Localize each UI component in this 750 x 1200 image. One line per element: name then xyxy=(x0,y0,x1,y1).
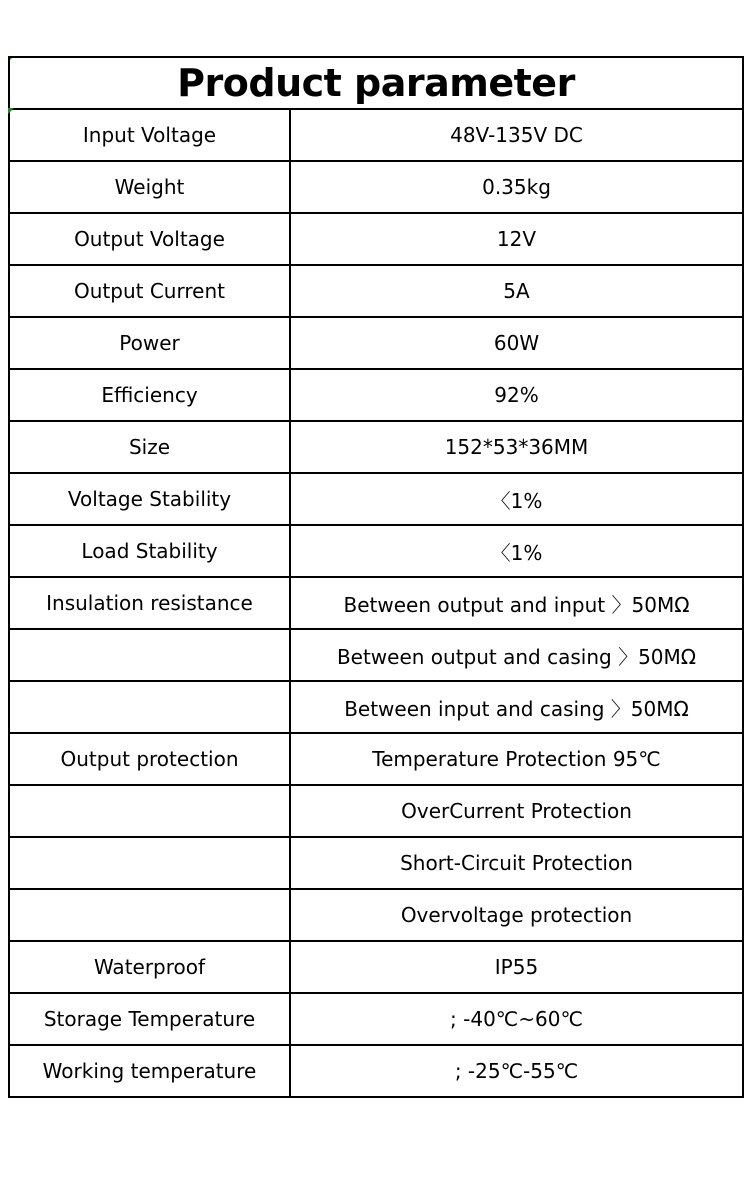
table-row xyxy=(10,734,742,786)
row-label: Output protection xyxy=(10,734,291,784)
table-row xyxy=(10,162,742,214)
table-row xyxy=(10,786,742,838)
table-row xyxy=(10,1046,742,1096)
row-label: Voltage Stability xyxy=(10,474,291,524)
row-label xyxy=(10,682,291,732)
row-value: 〈1% xyxy=(490,488,543,513)
row-label: Storage Temperature xyxy=(10,994,291,1044)
row-value: Between output and casing 〉50MΩ xyxy=(336,644,697,669)
table-row xyxy=(10,578,742,630)
table-row xyxy=(10,422,742,474)
row-value: 5A xyxy=(503,279,530,303)
row-label: Waterproof xyxy=(10,942,291,992)
row-label: Insulation resistance xyxy=(10,578,291,628)
row-value: ; -40℃~60℃ xyxy=(450,1007,583,1031)
table-row xyxy=(10,890,742,942)
row-value: Between input and casing 〉50MΩ xyxy=(344,696,689,721)
row-value: ; -25℃-55℃ xyxy=(454,1059,579,1083)
table-row xyxy=(10,838,742,890)
row-value: Between output and input 〉50MΩ xyxy=(343,592,690,617)
table-row xyxy=(10,474,742,526)
row-value: 0.35kg xyxy=(482,175,551,199)
table-row xyxy=(10,630,742,682)
table-row xyxy=(10,318,742,370)
row-value: 48V-135V DC xyxy=(450,123,583,147)
row-value: 〈1% xyxy=(490,540,543,565)
row-label xyxy=(10,786,291,836)
row-value: Overvoltage protection xyxy=(400,903,633,927)
row-value: 92% xyxy=(494,383,539,407)
table-row xyxy=(10,526,742,578)
table-row xyxy=(10,370,742,422)
row-value: 60W xyxy=(493,331,540,355)
row-value: 152*53*36MM xyxy=(444,435,589,459)
row-value: OverCurrent Protection xyxy=(401,799,632,823)
row-label: Load Stability xyxy=(10,526,291,576)
table-row xyxy=(10,214,742,266)
row-label: Efficiency xyxy=(10,370,291,420)
row-label: Output Current xyxy=(10,266,291,316)
table-title-row xyxy=(10,58,742,110)
row-value: IP55 xyxy=(494,955,539,979)
row-label: Size xyxy=(10,422,291,472)
row-value: Short-Circuit Protection xyxy=(400,851,633,875)
row-label: Weight xyxy=(10,162,291,212)
table-row xyxy=(10,682,742,734)
table-title: Product parameter xyxy=(177,61,575,105)
row-value: 12V xyxy=(496,227,537,251)
corner-marker xyxy=(8,108,14,114)
table-row xyxy=(10,942,742,994)
row-label xyxy=(10,630,291,680)
row-label xyxy=(10,890,291,940)
table-row xyxy=(10,110,742,162)
row-value: Temperature Protection 95℃ xyxy=(372,747,661,771)
parameter-table xyxy=(8,56,744,1098)
row-label: Input Voltage xyxy=(10,110,291,160)
row-label xyxy=(10,838,291,888)
row-label: Power xyxy=(10,318,291,368)
table-row xyxy=(10,266,742,318)
row-label: Output Voltage xyxy=(10,214,291,264)
table-row xyxy=(10,994,742,1046)
row-label: Working temperature xyxy=(10,1046,291,1096)
